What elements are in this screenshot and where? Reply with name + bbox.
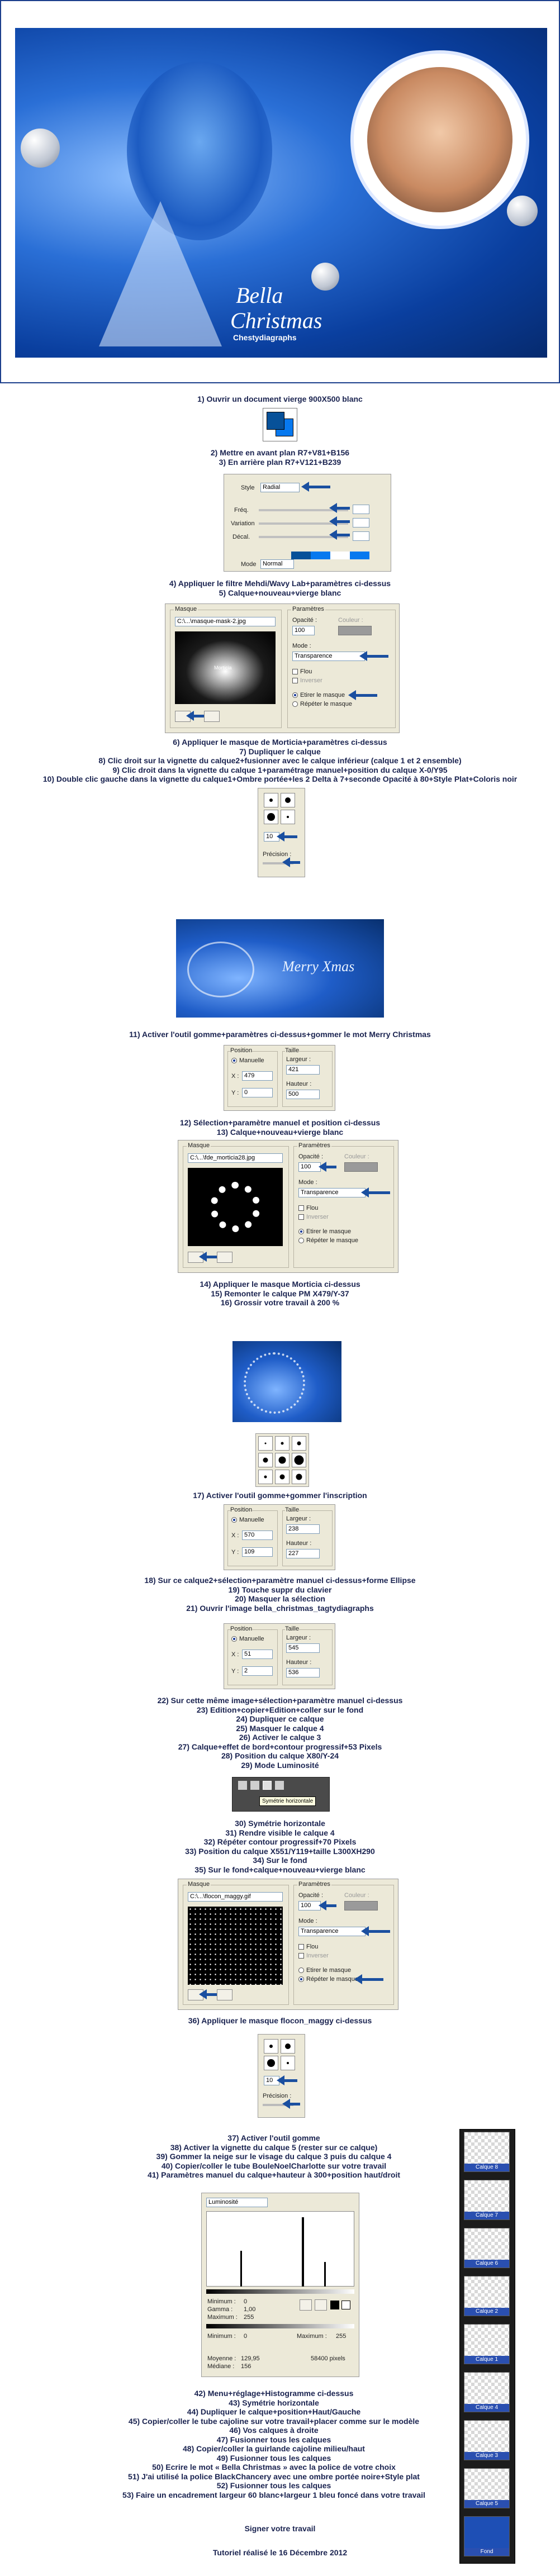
brush-shape-3[interactable] (292, 1436, 306, 1451)
step-text: 22) Sur cette même image+sélection+paramètre manuel ci-dessus 23) Edition+copier+Edition+coller sur le fond 24) Dupliquer ce calque 25) Masquer le calque 4 26) Activer le calque 3 27) Calque+effet de bord+contour progressif+53 Pixels 28) Position du calque X80/Y-24 29) Mode Luminosité (157, 1696, 403, 1770)
histogram-peak (302, 2217, 304, 2287)
mask-dialog (165, 603, 400, 733)
color-label: Couleur : (338, 617, 363, 624)
christmas-tree (99, 201, 222, 346)
manuelle-radio[interactable]: Manuelle (231, 1517, 264, 1523)
size-input[interactable]: 10 (264, 2076, 279, 2085)
pointer-arrow (366, 655, 388, 658)
pointer-arrow (325, 1904, 336, 1907)
x-input[interactable]: 570 (242, 1531, 273, 1540)
layer-thumb[interactable]: Calque 8 (464, 2132, 510, 2172)
step-text: 4) Appliquer le filtre Mehdi/Wavy Lab+paramètres ci-dessus 5) Calque+nouveau+vierge blanc (169, 579, 391, 597)
output-min-label: Minimum : (207, 2333, 236, 2340)
max-value: 255 (244, 2314, 254, 2321)
freq-label: Fréq. (234, 507, 249, 514)
style-select[interactable]: Radial (260, 483, 300, 492)
toolbar-icon[interactable] (275, 1781, 284, 1790)
height-input[interactable]: 227 (286, 1549, 320, 1558)
params-label: Paramètres (292, 606, 324, 612)
mask-color-swatch[interactable] (344, 1901, 378, 1910)
step-text: Signer votre travail (244, 2524, 316, 2533)
pointer-arrow (289, 2103, 300, 2106)
manuelle-radio[interactable]: Manuelle (231, 1057, 264, 1064)
selection-dialog (224, 1504, 335, 1570)
channel-select[interactable]: Luminosité (206, 2198, 268, 2207)
selection-dialog (224, 1623, 335, 1689)
color-label: Couleur : (344, 1892, 369, 1899)
mask-preview (188, 1907, 283, 1985)
symmetry-toolbar (232, 1777, 330, 1812)
step-text: 12) Sélection+paramètre manuel et position ci-dessus 13) Calque+nouveau+vierge blanc (179, 1118, 381, 1137)
y-input[interactable]: 0 (242, 1088, 273, 1097)
banner-credit: Chestydiagraphs (233, 333, 297, 342)
brush-shape-4[interactable] (281, 810, 295, 824)
foreground-color-swatch[interactable] (267, 412, 284, 430)
inverser-checkbox[interactable]: Inverser (298, 1952, 329, 1959)
invert-mask-button[interactable] (204, 711, 220, 722)
gamma-value: 1,00 (244, 2306, 256, 2313)
flou-checkbox[interactable]: Flou (298, 1205, 318, 1211)
etirer-radio[interactable]: Etirer le masque (292, 692, 345, 698)
color-swatches (263, 408, 297, 441)
mask-label: Masque (175, 606, 197, 612)
banner-title-1: Bella (236, 283, 283, 308)
output-max-value: 255 (336, 2333, 347, 2340)
pixel-count: 58400 pixels (311, 2355, 345, 2362)
mask-dialog (178, 1140, 398, 1273)
size-group (282, 1506, 333, 1566)
selection-dialog (224, 1045, 335, 1111)
mode-label: Mode : (298, 1918, 317, 1924)
position-group (227, 1047, 278, 1107)
merry-text: Merry Xmas (282, 958, 355, 975)
pointer-arrow (325, 1166, 336, 1168)
mask-ring (210, 1182, 260, 1232)
position-label: Position (230, 1047, 253, 1054)
mode-label: Mode : (292, 643, 311, 649)
min-value: 0 (244, 2298, 248, 2305)
layer-thumb[interactable]: Calque 4 (464, 2372, 510, 2412)
color-slots[interactable] (291, 552, 369, 559)
layer-thumb-fond[interactable]: Fond (464, 2516, 510, 2556)
output-min-value: 0 (244, 2333, 248, 2340)
height-label: Hauteur : (286, 1659, 312, 1666)
size-input[interactable]: 10 (264, 832, 279, 842)
mask-file-select[interactable]: C:\...\fde_morticia28.jpg (188, 1153, 283, 1163)
invert-mask-button[interactable] (217, 1989, 232, 2000)
step-text: Tutoriel réalisé le 16 Décembre 2012 (212, 2548, 348, 2557)
pointer-arrow (355, 694, 377, 697)
size-label: Taille (285, 1506, 300, 1513)
invert-mask-button[interactable] (217, 1252, 232, 1263)
step-text: 1) Ouvrir un document vierge 900X500 blanc (197, 395, 363, 403)
brush-shape-palette (255, 1433, 309, 1487)
brush-shape-2[interactable] (281, 2039, 295, 2054)
pointer-arrow (283, 835, 297, 838)
step-text: 2) Mettre en avant plan R7+V81+B156 3) En arrière plan R7+V121+B239 (210, 448, 350, 467)
pointer-arrow (361, 1978, 383, 1981)
median-value: 156 (241, 2363, 251, 2370)
mask-preview (175, 631, 276, 704)
width-label: Largeur : (286, 1056, 311, 1063)
x-input[interactable]: 479 (242, 1071, 273, 1081)
x-input[interactable]: 51 (242, 1650, 273, 1659)
pointer-arrow (206, 1256, 217, 1258)
variation-label: Variation (231, 520, 255, 527)
step-text: 11) Activer l'outil gomme+paramètres ci-dessus+gommer le mot Merry Christmas (129, 1030, 431, 1039)
inverser-checkbox[interactable]: Inverser (298, 1214, 329, 1220)
params-group (287, 606, 396, 728)
height-label: Hauteur : (286, 1081, 312, 1087)
position-label: Position (230, 1626, 253, 1632)
wavy-lab-dialog (224, 474, 391, 572)
mean-value: 129,95 (241, 2355, 260, 2362)
layer-thumb[interactable]: Calque 5 (464, 2468, 510, 2508)
step-text: 18) Sur ce calque2+sélection+paramètre manuel ci-dessus+forme Ellipse 19) Touche suppr du clavier 20) Masquer la sélection 21) Ouvrir l'image bella_christmas_tagtydiagraphs (144, 1576, 416, 1613)
banner-title-2: Christmas (230, 308, 322, 333)
opacity-label: Opacité : (298, 1153, 324, 1160)
size-group (282, 1626, 333, 1685)
position-group (227, 1506, 278, 1566)
repeter-radio[interactable]: Répéter le masque (298, 1237, 358, 1244)
mask-group (183, 1881, 289, 2005)
histogram-dialog (201, 2193, 359, 2377)
mask-preview (188, 1168, 283, 1246)
output-max-label: Maximum : (297, 2333, 327, 2340)
width-label: Largeur : (286, 1634, 311, 1641)
brush-shape-1[interactable] (264, 2039, 278, 2054)
brush-shape-5[interactable] (275, 1453, 290, 1467)
step-text: 14) Appliquer le masque Morticia ci-dessus 15) Remonter le calque PM X479/Y-37 16) Grossir votre travail à 200 % (200, 1280, 360, 1307)
offset-value[interactable] (353, 531, 369, 541)
freq-value[interactable] (353, 505, 369, 514)
mean-label: Moyenne : (207, 2355, 236, 2362)
flou-checkbox[interactable]: Flou (292, 668, 312, 675)
mode-select[interactable]: Transparence (292, 652, 365, 661)
merry-christmas-image (176, 919, 384, 1018)
layer-thumb[interactable]: Calque 3 (464, 2420, 510, 2460)
mask-dialog (178, 1879, 398, 2010)
y-label: Y : (231, 1090, 239, 1096)
manuelle-radio[interactable]: Manuelle (231, 1636, 264, 1642)
etirer-radio[interactable]: Etirer le masque (298, 1967, 351, 1974)
step-text: 17) Activer l'outil gomme+gommer l'inscription (193, 1491, 367, 1500)
output-levels-bar[interactable] (206, 2324, 354, 2328)
brush-shape-2[interactable] (281, 793, 295, 807)
ornament-ball-left (21, 129, 60, 168)
pointer-arrow (193, 715, 204, 717)
brush-shape-2[interactable] (275, 1436, 290, 1451)
brush-shape-6[interactable] (292, 1453, 306, 1467)
pointer-arrow (368, 1191, 390, 1194)
pointer-arrow (336, 520, 350, 523)
mode-select[interactable]: Transparence (298, 1188, 366, 1197)
symmetry-horizontal-icon[interactable] (263, 1781, 272, 1790)
step-text: 42) Menu+réglage+Histogramme ci-dessus 43) Symétrie horizontale 44) Dupliquer le calque+position+Haut/Gauche 45) Copier/coller le tube cajoline sur votre travail+placer comme sur le modèle 46) Vos calques à droite 47) Fusionner tous les calques 48) Copier/coller la guirlande cajoline milieu/haut 49) Fusionner tous les calques 50) Ecrire le mot « Bella Christmas » avec la police de votre choix 51) J'ai utilisé la police BlackChancery avec une ombre portée noire+Style plat 52) Fusionner tous les calques 53) Faire un encadrement largeur 60 blanc+largeur 1 bleu foncé dans votre travail (122, 2389, 425, 2499)
banner (0, 0, 560, 383)
etirer-radio[interactable]: Etirer le masque (298, 1228, 351, 1235)
toolbar-icon[interactable] (238, 1781, 247, 1790)
brush-shape-9[interactable] (292, 1470, 306, 1484)
pointer-arrow (289, 861, 300, 864)
height-label: Hauteur : (286, 1540, 312, 1547)
tooltip: Symétrie horizontale (259, 1796, 316, 1806)
mode-label: Mode (241, 561, 257, 568)
variation-value[interactable] (353, 518, 369, 527)
eraser-palette (258, 2034, 305, 2118)
repeter-radio[interactable]: Répéter le masque (292, 701, 352, 707)
banner-artwork (15, 28, 547, 358)
histogram-peak (324, 2262, 326, 2287)
gamma-label: Gamma : (207, 2306, 233, 2313)
layer-thumb[interactable]: Calque 7 (464, 2180, 510, 2220)
y-label: Y : (231, 1549, 239, 1556)
decorative-swirl (244, 1352, 305, 1414)
y-label: Y : (231, 1668, 239, 1675)
eyedropper-black-button[interactable] (300, 2299, 312, 2311)
max-label: Maximum : (207, 2314, 238, 2321)
brush-shape-4[interactable] (258, 1453, 273, 1467)
layer-thumb[interactable]: Calque 6 (464, 2228, 510, 2268)
brush-shape-3[interactable] (264, 2056, 278, 2070)
step-text: 30) Symétrie horizontale 31) Rendre visible le calque 4 32) Répéter contour progressif+70 Pixels 33) Position du calque X551/Y119+taille L300XH290 34) Sur le fond 35) Sur le fond+calque+nouveau+vierge blanc (185, 1819, 375, 1874)
histogram-graph (206, 2211, 354, 2287)
mask-color-swatch[interactable] (338, 626, 372, 635)
min-label: Minimum : (207, 2298, 236, 2305)
step-text: 6) Appliquer le masque de Morticia+paramètres ci-dessus 7) Dupliquer le calque 8) Clic droit sur la vignette du calque2+fusionner avec le calque inférieur (calque 1 et 2 ensemble) 9) Clic droit dans la vignette du calque 1+paramétrage manuel+position du calque X-0/Y95 10) Double clic gauche dans la vignette du calque1+Ombre portée+les 2 Delta à 7+seconde Opacité à 80+Style Plat+Coloris noir (42, 738, 518, 783)
ornament-ball-center (311, 263, 339, 291)
brush-shape-1[interactable] (264, 793, 278, 807)
position-label: Position (230, 1506, 253, 1513)
offset-label: Décal. (232, 534, 250, 540)
pointer-arrow (336, 534, 350, 536)
pointer-arrow (283, 2079, 297, 2082)
opacity-label: Opacité : (292, 617, 317, 624)
pointer-arrow (206, 1993, 217, 1996)
flou-checkbox[interactable]: Flou (298, 1943, 318, 1950)
params-label: Paramètres (298, 1881, 330, 1888)
width-label: Largeur : (286, 1515, 311, 1522)
style-label: Style (241, 484, 255, 491)
params-group (293, 1881, 394, 2005)
portrait-photo (367, 67, 512, 212)
size-label: Taille (285, 1047, 300, 1054)
layer-thumb[interactable]: Calque 1 (464, 2324, 510, 2364)
zoomed-preview-image (232, 1341, 341, 1422)
inverser-checkbox[interactable]: Inverser (292, 677, 322, 684)
opacity-input[interactable]: 100 (298, 1901, 321, 1910)
size-label: Taille (285, 1626, 300, 1632)
brush-shape-3[interactable] (264, 810, 278, 824)
y-input[interactable]: 109 (242, 1547, 273, 1557)
height-input[interactable]: 500 (286, 1090, 320, 1099)
x-label: X : (231, 1532, 239, 1539)
mask-group (170, 606, 282, 728)
x-label: X : (231, 1651, 239, 1658)
opacity-label: Opacité : (298, 1892, 324, 1899)
white-swatch[interactable] (341, 2301, 350, 2309)
layer-thumb[interactable]: Calque 2 (464, 2276, 510, 2316)
size-group (282, 1047, 333, 1107)
mask-file-select[interactable]: C:\...\flocon_maggy.gif (188, 1892, 283, 1902)
opacity-input[interactable]: 100 (292, 626, 315, 635)
mask-label: Masque (188, 1142, 210, 1149)
mode-label: Mode : (298, 1179, 317, 1186)
step-text: 36) Appliquer le masque flocon_maggy ci-dessus (188, 2016, 372, 2025)
precision-label: Précision : (263, 851, 292, 858)
params-label: Paramètres (298, 1142, 330, 1149)
mask-preview-label: Morticia (214, 665, 232, 671)
median-label: Médiane : (207, 2363, 235, 2370)
mask-file-select[interactable]: C:\...\masque-mask-2.jpg (175, 617, 276, 626)
mode-select[interactable]: Normal (260, 559, 294, 569)
color-label: Couleur : (344, 1153, 369, 1160)
toolbar-icon[interactable] (250, 1781, 259, 1790)
mask-color-swatch[interactable] (344, 1162, 378, 1172)
opacity-input[interactable]: 100 (298, 1162, 321, 1172)
brush-shape-8[interactable] (275, 1470, 290, 1484)
histogram-peak (240, 2251, 242, 2287)
decorative-swirl (187, 942, 254, 997)
y-input[interactable]: 2 (242, 1666, 273, 1676)
black-swatch[interactable] (330, 2301, 339, 2309)
position-group (227, 1626, 278, 1685)
pointer-arrow (368, 1930, 390, 1933)
brush-shape-7[interactable] (258, 1470, 273, 1484)
width-input[interactable]: 421 (286, 1065, 320, 1075)
brush-shape-1[interactable] (258, 1436, 273, 1451)
input-levels-bar[interactable] (206, 2289, 354, 2294)
x-label: X : (231, 1073, 239, 1080)
ornament-ball-right (507, 196, 538, 226)
step-text: 37) Activer l'outil gomme 38) Activer la vignette du calque 5 (rester sur ce calque) 39) Gommer la neige sur le visage du calque 3 puis du calque 4 40) Copier/coller le tube BouleNoelCharlotte sur votre travail 41) Paramètres manuel du calque+hauteur à 300+position haut/droit (147, 2133, 401, 2179)
mode-select[interactable]: Transparence (298, 1927, 366, 1936)
repeter-radio[interactable]: Répéter le masque (298, 1976, 358, 1983)
brush-shape-4[interactable] (281, 2056, 295, 2070)
height-input[interactable]: 536 (286, 1668, 320, 1677)
eraser-palette (258, 788, 305, 877)
precision-label: Précision : (263, 2093, 292, 2099)
pointer-arrow (336, 507, 350, 510)
eyedropper-white-button[interactable] (315, 2299, 327, 2311)
mask-label: Masque (188, 1881, 210, 1888)
width-input[interactable]: 545 (286, 1643, 320, 1653)
params-group (293, 1142, 394, 1268)
width-input[interactable]: 238 (286, 1524, 320, 1534)
mask-group (183, 1142, 289, 1268)
pointer-arrow (308, 486, 330, 488)
